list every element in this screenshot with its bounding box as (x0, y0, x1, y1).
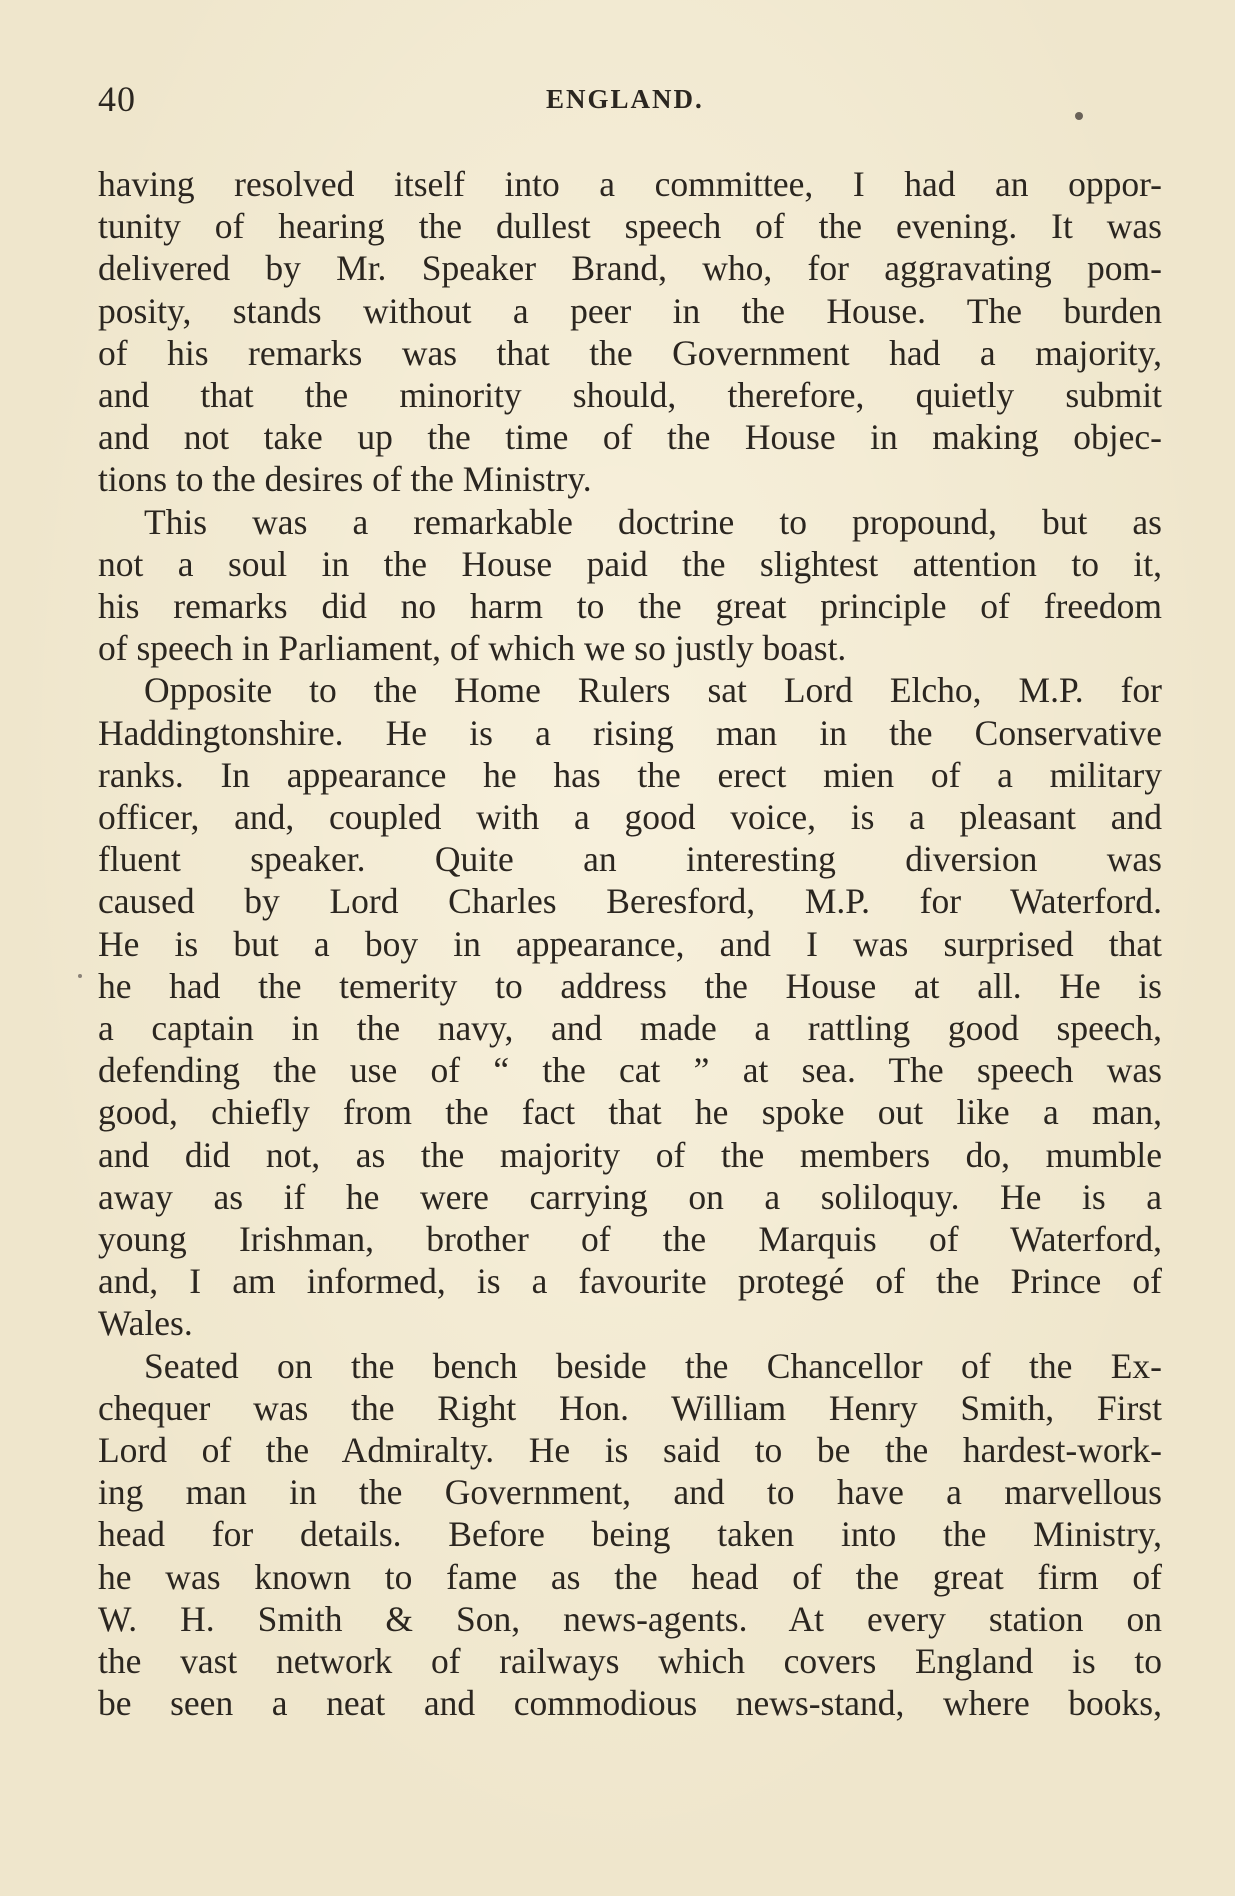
text-line: good, chiefly from the fact that he spoke out like a man, (98, 1092, 1162, 1133)
page-header (98, 78, 1158, 118)
paragraph-first-line: Opposite to the Home Rulers sat Lord Elcho, M.P. for (144, 670, 1162, 711)
page-number: 40 (98, 79, 136, 119)
text-line: Lord of the Admiralty. He is said to be the hardest-work- (98, 1430, 1162, 1470)
text-line: defending the use of “ the cat ” at sea. The speech was (98, 1050, 1162, 1091)
text-line: away as if he were carrying on a soliloquy. He is a (98, 1176, 1162, 1217)
ink-speck (78, 974, 82, 978)
text-line: a captain in the navy, and made a rattling good speech, (98, 1008, 1162, 1048)
text-line: the vast network of railways which covers England is to (98, 1641, 1162, 1681)
text-line: and not take up the time of the House in making objec- (98, 417, 1162, 458)
text-line: of speech in Parliament, of which we so justly boast. (98, 628, 847, 669)
text-line: Haddingtonshire. He is a rising man in the Conservative (98, 712, 1162, 753)
body-text (98, 162, 1162, 1842)
text-line: and did not, as the majority of the members do, mumble (98, 1134, 1162, 1175)
text-line: caused by Lord Charles Beresford, M.P. for Waterford. (98, 881, 1162, 922)
text-line: not a soul in the House paid the slightest attention to it, (98, 543, 1162, 584)
text-line: young Irishman, brother of the Marquis of Waterford, (98, 1219, 1162, 1259)
text-line: tions to the desires of the Ministry. (98, 459, 592, 500)
text-line: and that the minority should, therefore, quietly submit (98, 375, 1162, 415)
text-line: posity, stands without a peer in the House. The burden (98, 290, 1162, 331)
running-title: ENGLAND. (546, 84, 704, 114)
text-line: he was known to fame as the head of the great firm of (98, 1556, 1162, 1597)
text-line: delivered by Mr. Speaker Brand, who, for aggravating pom- (98, 248, 1162, 289)
text-line: Wales. (98, 1303, 193, 1344)
text-line: W. H. Smith & Son, news-agents. At every station on (98, 1598, 1162, 1639)
text-line: and, I am informed, is a favourite protegé of the Prince of (98, 1261, 1162, 1302)
text-line: chequer was the Right Hon. William Henry Smith, First (98, 1387, 1162, 1428)
text-line: head for details. Before being taken into the Ministry, (98, 1514, 1162, 1555)
text-line: ing man in the Government, and to have a marvellous (98, 1472, 1162, 1513)
text-line: having resolved itself into a committee, I had an oppor- (98, 164, 1162, 204)
text-line: officer, and, coupled with a good voice, is a pleasant and (98, 797, 1162, 837)
text-line: of his remarks was that the Government had a majority, (98, 332, 1162, 373)
text-line: tunity of hearing the dullest speech of the evening. It was (98, 206, 1162, 247)
text-line: ranks. In appearance he has the erect mien of a military (98, 754, 1162, 795)
paragraph-first-line: This was a remarkable doctrine to propound, but as (144, 501, 1162, 542)
text-line: fluent speaker. Quite an interesting diversion was (98, 839, 1162, 880)
text-line: his remarks did no harm to the great principle of freedom (98, 586, 1162, 626)
text-line: be seen a neat and commodious news-stand, where books, (98, 1683, 1162, 1724)
text-line: he had the temerity to address the House at all. He is (98, 965, 1162, 1006)
text-line: He is but a boy in appearance, and I was surprised that (98, 923, 1162, 964)
paragraph-first-line: Seated on the bench beside the Chancellor of the Ex- (144, 1345, 1162, 1386)
ink-speck (1075, 112, 1083, 120)
